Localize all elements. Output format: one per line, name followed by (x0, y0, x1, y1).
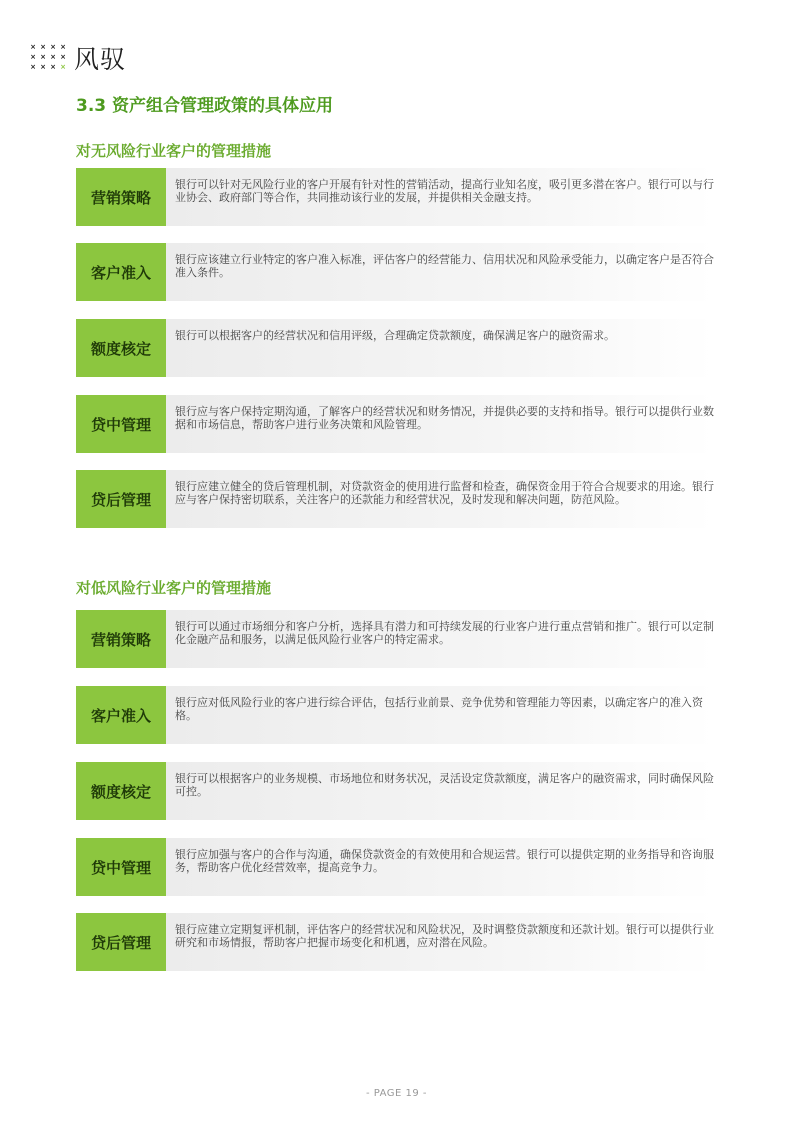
measure-label: 客户准入 (76, 243, 166, 301)
measure-label: 贷后管理 (76, 470, 166, 528)
measure-label: 贷后管理 (76, 913, 166, 971)
measure-row (76, 762, 714, 820)
measure-row (76, 610, 714, 668)
measure-label: 营销策略 (76, 168, 166, 226)
measure-description: 银行可以根据客户的经营状况和信用评级，合理确定贷款额度，确保满足客户的融资需求。 (166, 319, 714, 377)
measure-row (76, 168, 714, 226)
measure-label: 额度核定 (76, 762, 166, 820)
measure-row (76, 243, 714, 301)
measure-description: 银行应建立健全的贷后管理机制，对贷款资金的使用进行监督和检查，确保资金用于符合合规要求的用途。银行应与客户保持密切联系，关注客户的还款能力和经营状况，及时发现和解决问题，防范风险。 (166, 470, 714, 528)
measure-description: 银行应对低风险行业的客户进行综合评估，包括行业前景、竞争优势和管理能力等因素，以确定客户的准入资格。 (166, 686, 714, 744)
measure-description: 银行应加强与客户的合作与沟通，确保贷款资金的有效使用和合规运营。银行可以提供定期的业务指导和咨询服务，帮助客户优化经营效率，提高竞争力。 (166, 838, 714, 896)
measure-row (76, 319, 714, 377)
brand-logo (30, 44, 126, 76)
measure-description: 银行应该建立行业特定的客户准入标准，评估客户的经营能力、信用状况和风险承受能力，以确定客户是否符合准入条件。 (166, 243, 714, 301)
logo-text: 风驭 (74, 45, 127, 74)
measure-label: 贷中管理 (76, 838, 166, 896)
section-title: 3.3 资产组合管理政策的具体应用 (76, 96, 334, 116)
measure-label: 客户准入 (76, 686, 166, 744)
measure-label: 贷中管理 (76, 395, 166, 453)
page-number: - PAGE 19 - (365, 1088, 428, 1099)
measure-description: 银行可以根据客户的业务规模、市场地位和财务状况，灵活设定贷款额度，满足客户的融资需求，同时确保风险可控。 (166, 762, 714, 820)
measure-row (76, 838, 714, 896)
measure-description: 银行应与客户保持定期沟通，了解客户的经营状况和财务情况，并提供必要的支持和指导。银行可以提供行业数据和市场信息，帮助客户进行业务决策和风险管理。 (166, 395, 714, 453)
logo-grid-icon: × × × × × × × × × × × × (30, 43, 66, 71)
group-title-low-risk: 对低风险行业客户的管理措施 (76, 579, 272, 597)
group-title-no-risk: 对无风险行业客户的管理措施 (76, 142, 272, 160)
measure-row (76, 913, 714, 971)
measure-description: 银行应建立定期复评机制，评估客户的经营状况和风险状况，及时调整贷款额度和还款计划。银行可以提供行业研究和市场情报，帮助客户把握市场变化和机遇，应对潜在风险。 (166, 913, 714, 971)
measure-description: 银行可以针对无风险行业的客户开展有针对性的营销活动，提高行业知名度，吸引更多潜在客户。银行可以与行业协会、政府部门等合作，共同推动该行业的发展，并提供相关金融支持。 (166, 168, 714, 226)
measure-row (76, 470, 714, 528)
measure-label: 额度核定 (76, 319, 166, 377)
measure-label: 营销策略 (76, 610, 166, 668)
measure-description: 银行可以通过市场细分和客户分析，选择具有潜力和可持续发展的行业客户进行重点营销和推广。银行可以定制化金融产品和服务，以满足低风险行业客户的特定需求。 (166, 610, 714, 668)
measure-row (76, 686, 714, 744)
measure-row (76, 395, 714, 453)
